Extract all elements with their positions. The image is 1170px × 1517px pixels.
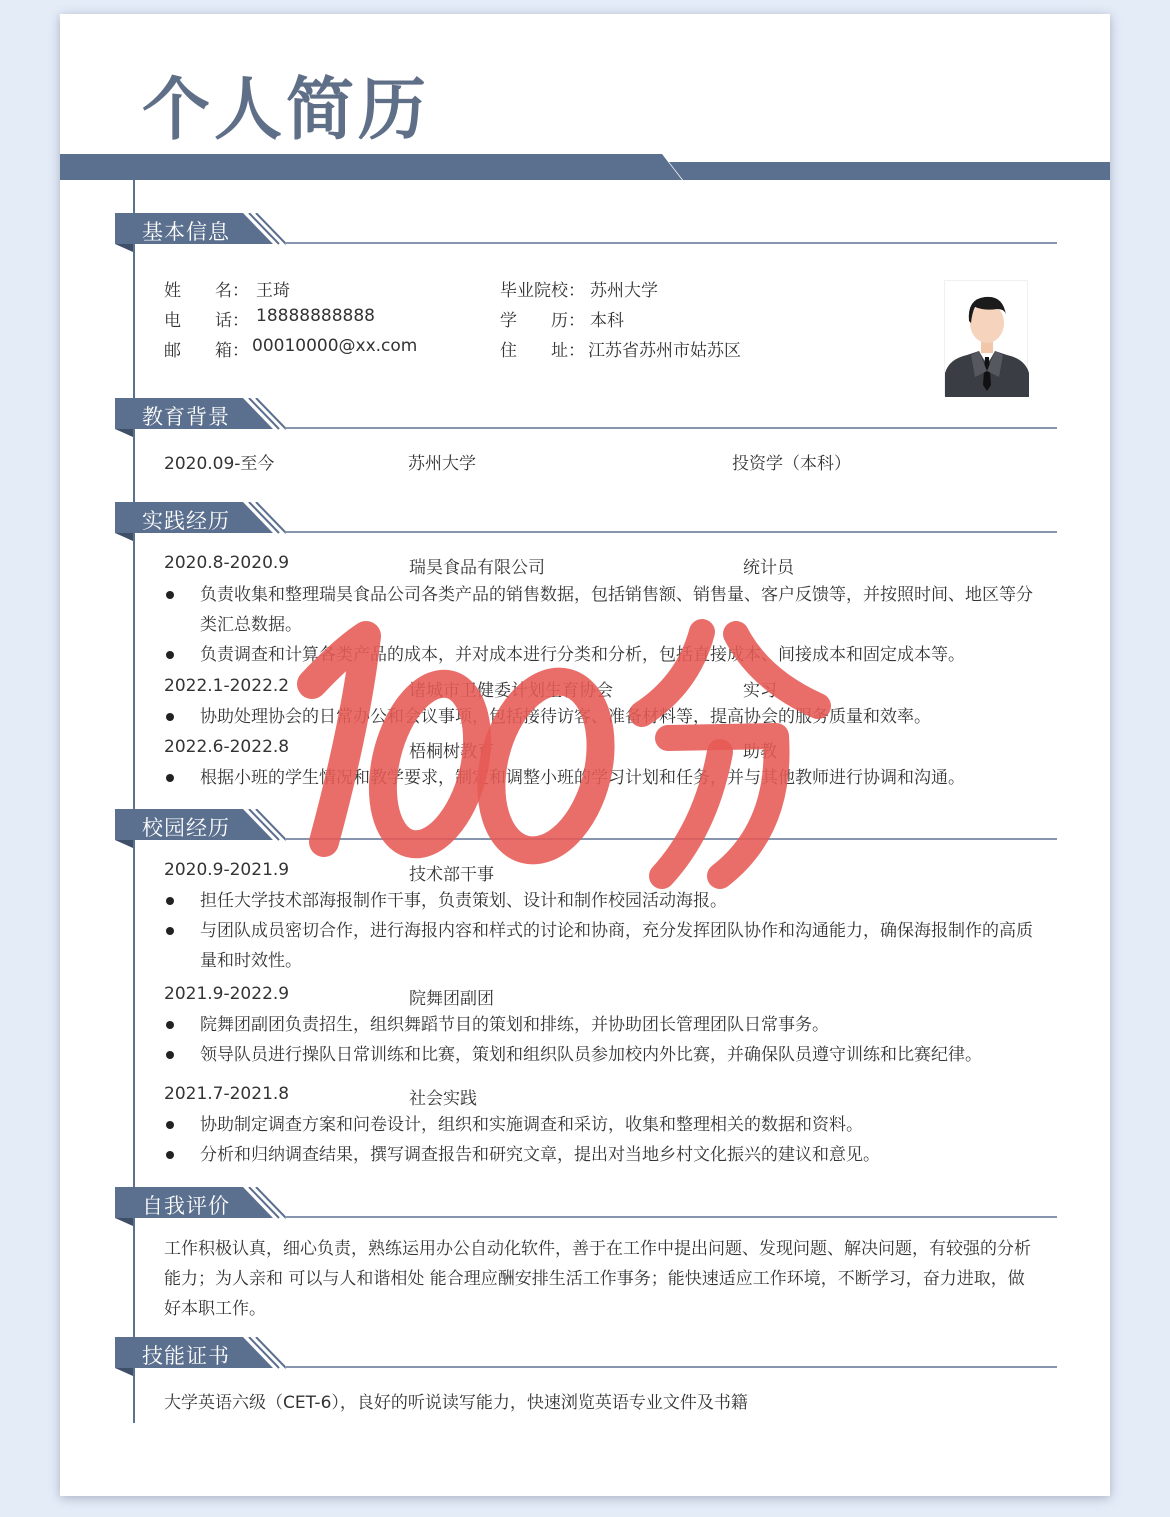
campus-bullet: 分析和归纳调查结果，撰写调查报告和研究文章，提出对当地乡村文化振兴的建议和意见。 bbox=[200, 1145, 880, 1165]
section-rule bbox=[285, 531, 1057, 533]
practice-bullet: 协助处理协会的日常办公和会议事项，包括接待访客、准备材料等，提高协会的服务质量和效率。 bbox=[200, 707, 931, 727]
timeline-spine bbox=[133, 180, 135, 1423]
practice-org: 梧桐树教育 bbox=[409, 742, 494, 762]
practice-period: 2022.1-2022.2 bbox=[164, 676, 290, 696]
section-rule bbox=[285, 242, 1057, 244]
campus-period: 2021.9-2022.9 bbox=[164, 984, 290, 1004]
campus-bullet: 担任大学技术部海报制作干事，负责策划、设计和制作校园活动海报。 bbox=[200, 891, 727, 911]
bullet-dot bbox=[166, 774, 174, 782]
section-header-skills bbox=[115, 1337, 1057, 1377]
section-header-self bbox=[115, 1187, 1057, 1227]
section-header-education bbox=[115, 398, 1057, 438]
practice-bullet: 负责调查和计算各类产品的成本，并对成本进行分类和分析，包括直接成本、间接成本和固定成本等。 bbox=[200, 645, 965, 665]
address-label: 住 址： bbox=[500, 341, 585, 361]
email-value: 00010000@xx.com bbox=[252, 336, 418, 356]
skills-text: 大学英语六级（CET-6），良好的听说读写能力，快速浏览英语专业文件及书籍 bbox=[164, 1393, 748, 1413]
bullet-dot bbox=[166, 713, 174, 721]
address-value: 江苏省苏州市姑苏区 bbox=[588, 341, 741, 361]
name-label: 姓 名： bbox=[164, 281, 249, 301]
practice-period: 2022.6-2022.8 bbox=[164, 737, 290, 757]
practice-bullet: 根据小班的学生情况和教学要求，制定和调整小班的学习计划和任务，并与其他教师进行协调和沟通。 bbox=[200, 768, 965, 788]
self-evaluation-text: 工作积极认真，细心负责，熟练运用办公自动化软件，善于在工作中提出问题、发现问题、解决问题，有较强的分析能力；为人亲和 可以与人和谐相处 能合理应酬安排生活工作事务；能快速适应工作环境，不断学习，奋力进取，做好本职工作。 bbox=[164, 1239, 1031, 1319]
bullet-dot bbox=[166, 591, 174, 599]
campus-org: 技术部干事 bbox=[409, 865, 494, 885]
section-title: 校园经历 bbox=[142, 816, 230, 840]
degree-label: 学 历： bbox=[500, 311, 585, 331]
campus-period: 2020.9-2021.9 bbox=[164, 860, 290, 880]
school-value: 苏州大学 bbox=[590, 281, 658, 301]
school-label: 毕业院校： bbox=[500, 281, 585, 301]
section-title: 实践经历 bbox=[142, 509, 230, 533]
section-header-practice bbox=[115, 502, 1057, 542]
campus-bullet: 协助制定调查方案和问卷设计，组织和实施调查和采访，收集和整理相关的数据和资料。 bbox=[200, 1115, 863, 1135]
campus-period: 2021.7-2021.8 bbox=[164, 1084, 290, 1104]
practice-bullet: 负责收集和整理瑞昊食品公司各类产品的销售数据，包括销售额、销售量、客户反馈等，并按照时间、地区等分类汇总数据。 bbox=[200, 585, 1033, 635]
bullet-dot bbox=[166, 897, 174, 905]
campus-bullet: 与团队成员密切合作，进行海报内容和样式的讨论和协商，充分发挥团队协作和沟通能力，确保海报制作的高质量和时效性。 bbox=[200, 921, 1033, 971]
practice-period: 2020.8-2020.9 bbox=[164, 553, 290, 573]
section-rule bbox=[285, 1216, 1057, 1218]
email-label: 邮 箱： bbox=[164, 341, 249, 361]
phone-value: 18888888888 bbox=[256, 306, 375, 326]
edu-period: 2020.09-至今 bbox=[164, 454, 275, 474]
practice-role: 统计员 bbox=[743, 558, 794, 578]
section-rule bbox=[285, 427, 1057, 429]
resume-page bbox=[60, 14, 1110, 1496]
name-value: 王琦 bbox=[256, 281, 290, 301]
phone-label: 电 话： bbox=[164, 311, 249, 331]
bullet-dot bbox=[166, 1051, 174, 1059]
section-title: 教育背景 bbox=[142, 405, 230, 429]
practice-org: 诸城市卫健委计划生育协会 bbox=[409, 681, 613, 701]
section-title: 自我评价 bbox=[142, 1194, 230, 1218]
resume-title: 个人简历 bbox=[142, 71, 431, 150]
section-title: 技能证书 bbox=[142, 1344, 230, 1368]
section-header-basic bbox=[115, 213, 1057, 253]
section-header-campus bbox=[115, 809, 1057, 849]
practice-org: 瑞昊食品有限公司 bbox=[409, 558, 545, 578]
campus-org: 院舞团副团 bbox=[409, 989, 494, 1009]
degree-value: 本科 bbox=[590, 311, 624, 331]
edu-major: 投资学（本科） bbox=[732, 454, 851, 474]
campus-org: 社会实践 bbox=[409, 1089, 477, 1109]
section-title: 基本信息 bbox=[142, 220, 230, 244]
campus-bullet: 院舞团副团负责招生，组织舞蹈节目的策划和排练，并协助团长管理团队日常事务。 bbox=[200, 1015, 829, 1035]
edu-school: 苏州大学 bbox=[408, 454, 476, 474]
campus-bullet: 领导队员进行操队日常训练和比赛，策划和组织队员参加校内外比赛，并确保队员遵守训练和比赛纪律。 bbox=[200, 1045, 982, 1065]
avatar-icon bbox=[945, 281, 1029, 397]
bullet-dot bbox=[166, 927, 174, 935]
avatar bbox=[944, 280, 1028, 396]
bullet-dot bbox=[166, 1121, 174, 1129]
practice-role: 助教 bbox=[743, 742, 777, 762]
bullet-dot bbox=[166, 1021, 174, 1029]
section-rule bbox=[285, 1366, 1057, 1368]
section-rule bbox=[285, 838, 1057, 840]
bullet-dot bbox=[166, 1151, 174, 1159]
header-bar bbox=[60, 154, 1110, 190]
bullet-dot bbox=[166, 651, 174, 659]
practice-role: 实习 bbox=[743, 681, 777, 701]
